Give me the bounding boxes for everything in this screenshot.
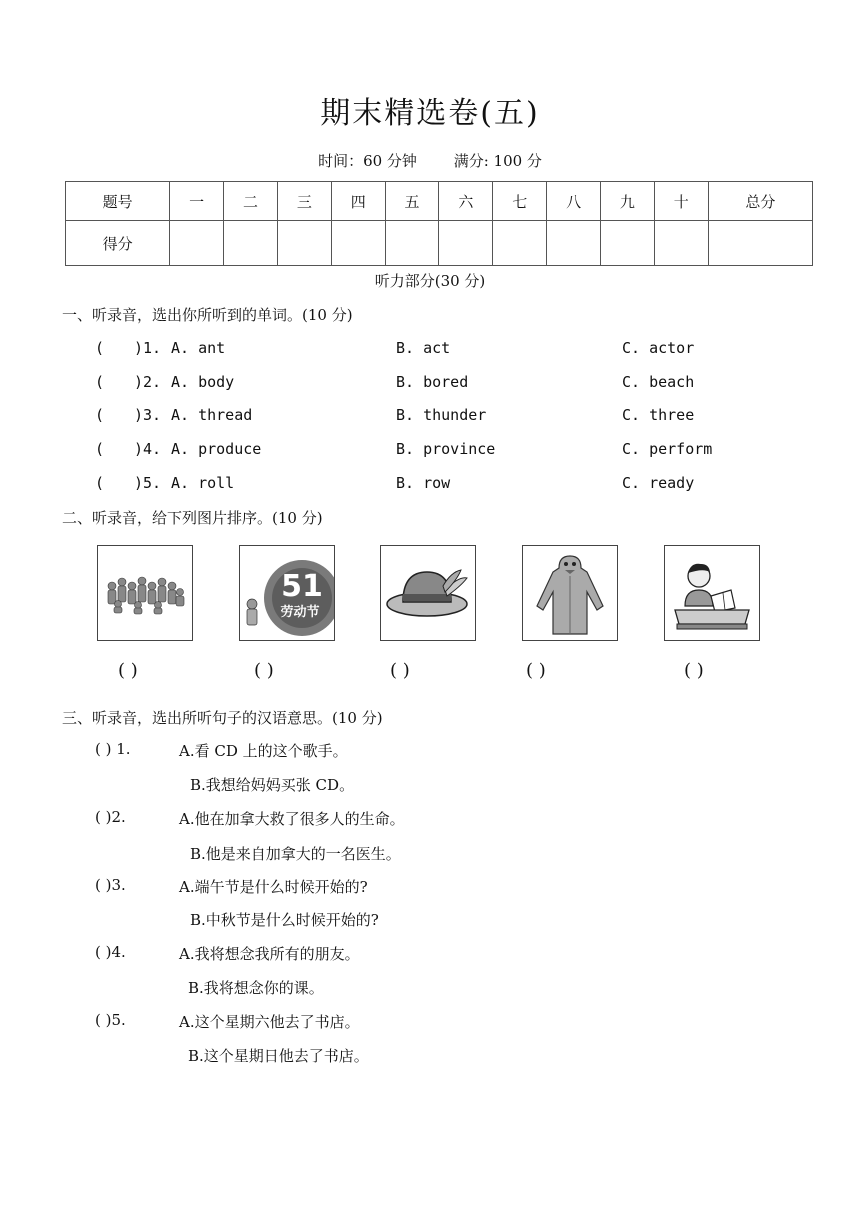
option-a: A. produce xyxy=(171,440,262,458)
score-blank[interactable] xyxy=(224,221,278,266)
option-c: C. perform xyxy=(622,440,713,458)
option-a: A. ant xyxy=(171,339,226,357)
option-c: C. actor xyxy=(622,339,695,357)
score-cell: 五 xyxy=(385,182,439,221)
option-c: C. ready xyxy=(622,474,695,492)
score-cell: 三 xyxy=(277,182,331,221)
score-cell: 十 xyxy=(654,182,708,221)
time-limit: 时间：60 分钟 xyxy=(318,152,417,170)
picture-hat xyxy=(380,545,476,641)
picture-answer-blank[interactable]: ( ) xyxy=(684,660,704,681)
score-cell: 六 xyxy=(439,182,493,221)
option-a: A.看 CD 上的这个歌手。 xyxy=(179,742,348,760)
score-row-label: 得分 xyxy=(66,221,170,266)
section1-title: 一、听录音，选出你所听到的单词。(10 分) xyxy=(62,306,353,324)
score-cell: 题号 xyxy=(66,182,170,221)
score-table-score-row xyxy=(66,221,813,266)
picture-answer-blank[interactable]: ( ) xyxy=(118,660,138,681)
page-title: 期末精选卷(五) xyxy=(320,96,540,131)
score-blank[interactable] xyxy=(601,221,655,266)
exam-info xyxy=(0,150,860,171)
picture-raincoat xyxy=(522,545,618,641)
option-b: B.这个星期日他去了书店。 xyxy=(188,1047,369,1065)
question-number: )4. xyxy=(134,440,162,458)
option-b: B.我想给妈妈买张 CD。 xyxy=(190,776,355,794)
badge-number: 51 xyxy=(281,569,323,604)
picture-answer-blank[interactable]: ( ) xyxy=(526,660,546,681)
question-number[interactable]: ( )2. xyxy=(95,808,126,826)
option-b: B.中秋节是什么时候开始的? xyxy=(190,911,379,929)
score-blank[interactable] xyxy=(547,221,601,266)
score-blank[interactable] xyxy=(331,221,385,266)
option-a: A. thread xyxy=(171,406,253,424)
score-blank[interactable] xyxy=(439,221,493,266)
score-table xyxy=(65,181,813,266)
full-score: 满分: 100 分 xyxy=(453,152,542,170)
score-cell: 一 xyxy=(170,182,224,221)
section2-title: 二、听录音，给下列图片排序。(10 分) xyxy=(62,509,323,527)
question-number[interactable]: ( ) 1. xyxy=(95,740,131,758)
option-c: C. beach xyxy=(622,373,695,391)
question-number[interactable]: ( )4. xyxy=(95,943,126,961)
picture-crowd xyxy=(97,545,193,641)
option-c: C. three xyxy=(622,406,695,424)
question-number: )1. xyxy=(134,339,162,357)
answer-paren[interactable]: ( xyxy=(95,440,105,458)
option-b: B. bored xyxy=(396,373,469,391)
raincoat-icon xyxy=(523,546,617,640)
score-cell: 总分 xyxy=(708,182,812,221)
answer-paren[interactable]: ( xyxy=(95,474,105,492)
option-b: B. thunder xyxy=(396,406,487,424)
score-blank[interactable] xyxy=(708,221,812,266)
question-number[interactable]: ( )5. xyxy=(95,1011,126,1029)
option-a: A. roll xyxy=(171,474,235,492)
answer-paren[interactable]: ( xyxy=(95,406,105,424)
score-cell: 九 xyxy=(601,182,655,221)
option-a: A.我将想念我所有的朋友。 xyxy=(179,945,360,963)
option-a: A.这个星期六他去了书店。 xyxy=(179,1013,360,1031)
score-blank[interactable] xyxy=(277,221,331,266)
answer-paren[interactable]: ( xyxy=(95,373,105,391)
option-b: B. row xyxy=(396,474,451,492)
labor-day-badge-icon xyxy=(240,546,334,640)
score-blank[interactable] xyxy=(493,221,547,266)
picture-labor-day xyxy=(239,545,335,641)
score-cell: 八 xyxy=(547,182,601,221)
crowd-icon xyxy=(98,546,192,640)
reading-boy-icon xyxy=(665,546,759,640)
question-number[interactable]: ( )3. xyxy=(95,876,126,894)
option-b: B. act xyxy=(396,339,451,357)
option-a: A.他在加拿大救了很多人的生命。 xyxy=(179,810,405,828)
question-number: )5. xyxy=(134,474,162,492)
answer-paren[interactable]: ( xyxy=(95,339,105,357)
picture-answer-blank[interactable]: ( ) xyxy=(390,660,410,681)
score-blank[interactable] xyxy=(654,221,708,266)
score-cell: 七 xyxy=(493,182,547,221)
question-number: )2. xyxy=(134,373,162,391)
option-a: A. body xyxy=(171,373,235,391)
section3-title: 三、听录音，选出所听句子的汉语意思。(10 分) xyxy=(62,709,383,727)
badge-text: 劳动节 xyxy=(280,605,320,620)
score-table-header-row xyxy=(66,182,813,221)
listening-header: 听力部分(30 分) xyxy=(374,272,486,290)
score-blank[interactable] xyxy=(170,221,224,266)
score-cell: 四 xyxy=(331,182,385,221)
option-a: A.端午节是什么时候开始的? xyxy=(179,878,368,896)
option-b: B. province xyxy=(396,440,496,458)
picture-answer-blank[interactable]: ( ) xyxy=(254,660,274,681)
score-blank[interactable] xyxy=(385,221,439,266)
option-b: B.他是来自加拿大的一名医生。 xyxy=(190,845,401,863)
option-b: B.我将想念你的课。 xyxy=(188,979,324,997)
score-cell: 二 xyxy=(224,182,278,221)
question-number: )3. xyxy=(134,406,162,424)
hat-icon xyxy=(381,546,475,640)
picture-boy-reading xyxy=(664,545,760,641)
